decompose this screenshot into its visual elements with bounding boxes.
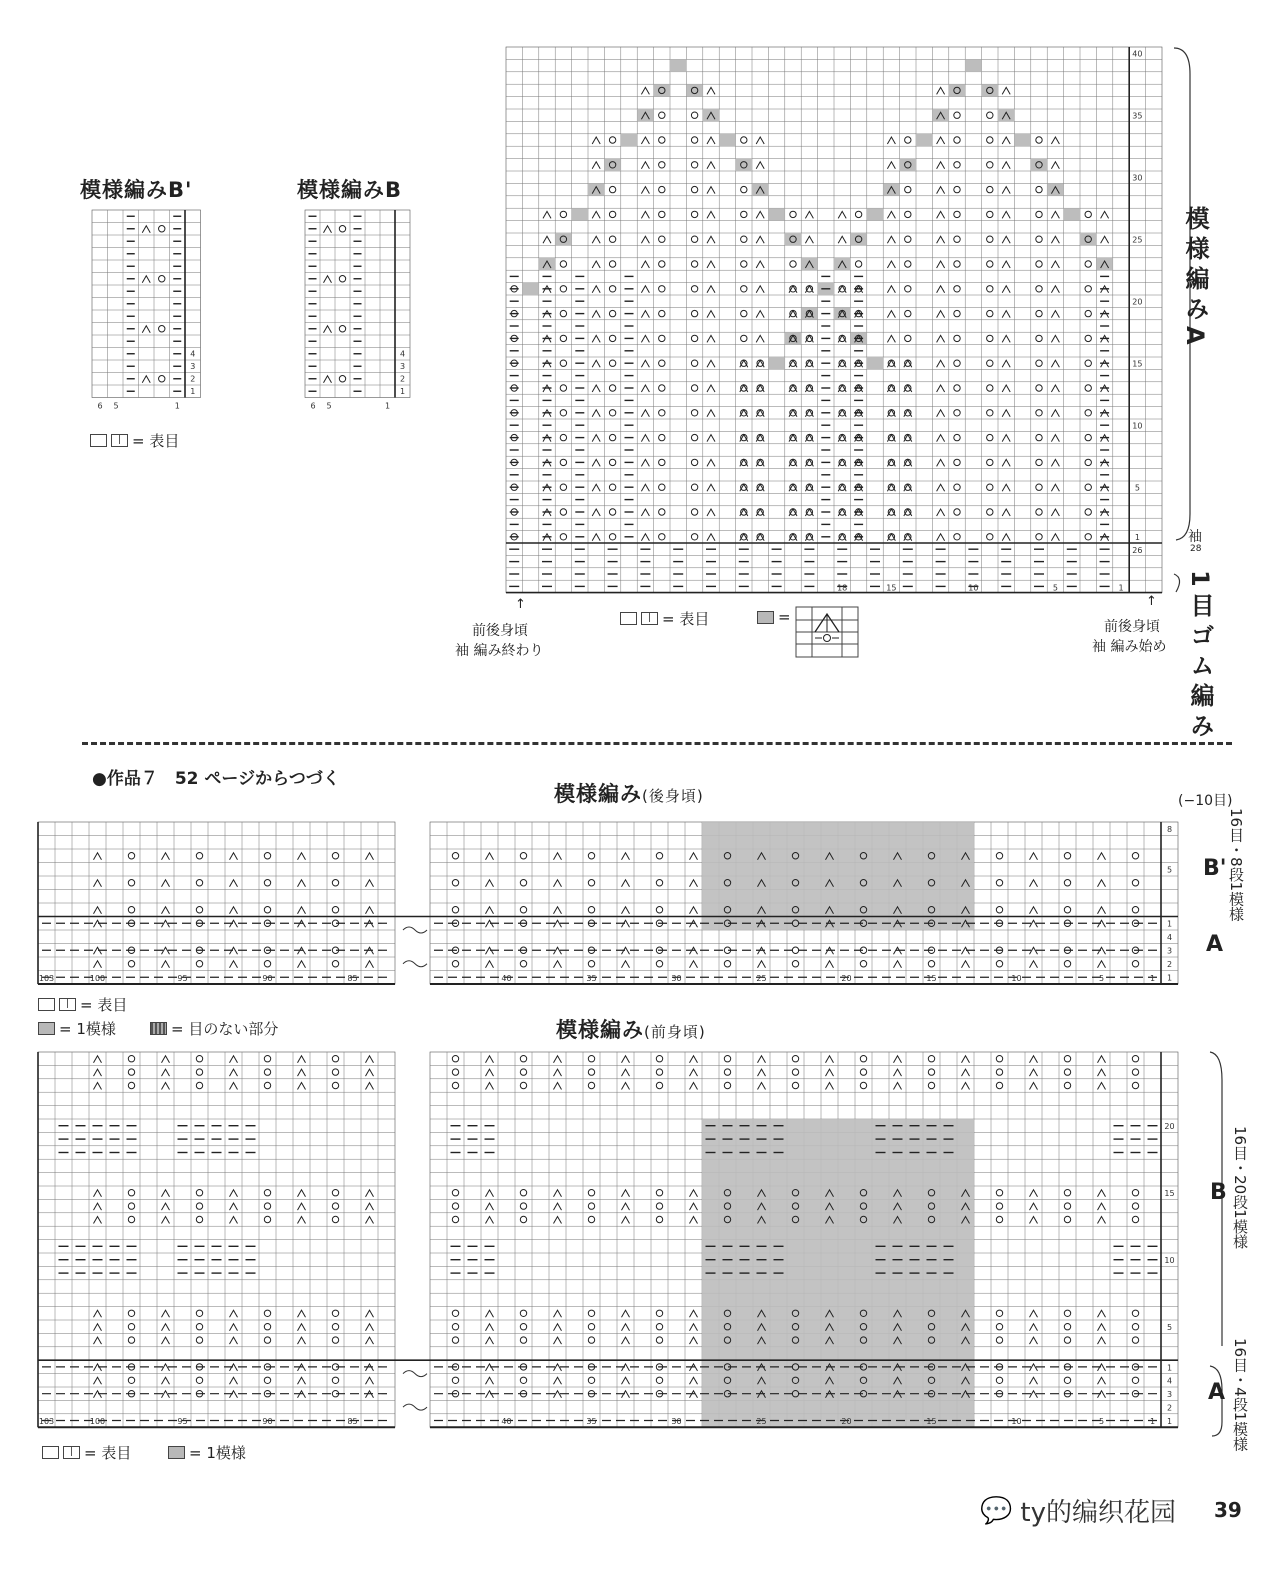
chart-label: 6 [97,401,103,411]
empty-square-icon [42,1446,59,1459]
gray-cell [1096,258,1112,270]
chart-label: 3 [399,361,406,371]
gray-cell [801,258,817,270]
back-side-a: A [1206,932,1224,957]
front-title-main: 模様編み [556,1018,644,1042]
gray-cell [637,109,653,121]
row-number: 35 [1132,111,1143,121]
dropped-stitch-symbol-icon [795,606,859,658]
gray-cell [785,332,801,344]
back-chart [36,820,1196,988]
col-number: 15 [926,1417,937,1427]
front-side-a: A [1208,1380,1226,1405]
legend-label: = [778,608,791,626]
col-number: 35 [586,974,597,983]
watermark-text: ty的编织花园 [1020,1498,1176,1528]
row-number: 15 [1132,359,1143,369]
gray-square-icon [38,1022,55,1035]
row-number: 8 [1166,825,1173,835]
pattern-a-legend-gray [757,608,791,626]
row-number: 40 [1132,49,1143,59]
col-number: 5 [1052,583,1058,593]
row-number: 30 [1132,173,1143,183]
watermark [980,1492,1176,1529]
row-number: 3 [1166,946,1173,956]
gray-cell [850,233,866,245]
pattern-b-prime-chart [88,208,214,424]
knit-stitch-icon: | [59,998,76,1011]
hatched-square-icon [150,1022,167,1035]
col-number: 85 [347,1417,358,1427]
gray-cell [686,84,702,96]
chart-label: 1 [174,401,180,411]
col-number: 5 [1098,974,1105,983]
col-number: 18 [837,583,848,593]
knit-stitch-icon: | [641,612,658,625]
col-number: 103 [38,1417,55,1427]
back-legend-dark [150,1018,278,1039]
row-number: 4 [1166,1376,1173,1386]
knit-stitch-icon: | [63,1446,80,1459]
row-number: 15 [1164,1189,1175,1199]
col-number: 30 [671,974,682,983]
row-number: 1 [1166,1363,1173,1373]
col-number: 90 [262,974,273,983]
rib-vertical-title: 1目ゴム編み [1186,570,1214,743]
row-number: 1 [1166,919,1173,929]
chart-label: 1 [399,386,406,396]
back-minus-note: (−10目) [1178,793,1233,809]
gray-cell [768,208,784,220]
knit-stitch-icon: | [111,434,128,447]
back-subtitle: (後身頃) [642,787,704,805]
note-right-1: 前後身頃 [1104,619,1160,635]
chat-bubble-icon: 💬 [980,1495,1013,1526]
row-number: 25 [1132,235,1143,245]
legend-label: = 表目 [84,1444,132,1462]
front-subtitle: (前身頃) [644,1023,706,1041]
chart-label: 5 [113,401,119,411]
gray-cell [867,357,883,369]
row-number: 1 [1166,973,1173,983]
gray-cell [539,258,555,270]
gray-cell [703,109,719,121]
arrow-up-icon: ↑ [1146,594,1157,609]
gray-cell [654,84,670,96]
front-chart [36,1050,1196,1436]
pattern-a-legend [620,608,709,629]
gray-cell [1047,183,1063,195]
col-number: 40 [501,1417,512,1427]
gray-square-icon [757,611,774,624]
gray-cell [736,159,752,171]
back-legend-gray [38,1018,116,1039]
gray-cell [834,307,850,319]
back-side-b-prime-note: 16目・8段1模様 [1227,808,1245,922]
gray-cell [670,59,686,71]
col-number: 10 [968,583,979,593]
gray-cell [604,159,620,171]
legend-label: = 1模様 [189,1444,246,1462]
gray-cell [834,258,850,270]
front-side-b: B [1210,1180,1227,1205]
gray-cell [998,109,1014,121]
gray-cell [719,134,735,146]
empty-square-icon [620,612,637,625]
col-number: 103 [38,974,55,983]
row-number: 10 [1132,421,1143,431]
gray-cell [572,208,588,220]
continuation-tilde-icon [403,961,427,967]
col-number: 40 [501,974,512,983]
gray-cell [965,59,981,71]
col-number: 95 [177,1417,188,1427]
gray-cell [768,357,784,369]
chart-label: 3 [190,361,196,371]
gray-square-icon [168,1446,185,1459]
back-legend-knit [38,994,127,1015]
arrow-up-icon: ↑ [515,597,526,612]
row-number: 2 [1166,1403,1173,1413]
col-number: 25 [756,1417,767,1427]
legend-label: = 表目 [662,610,710,628]
gray-cell [949,84,965,96]
legend-label: = 1模様 [59,1020,116,1038]
gray-cell [883,183,899,195]
col-number: 10 [1011,974,1022,983]
chart-label: 5 [326,401,332,411]
gray-cell [982,84,998,96]
col-number: 100 [89,1417,106,1427]
rib-row-label: 28 [1190,544,1202,554]
gray-cell [916,134,932,146]
back-title-main: 模様編み [554,782,642,806]
row-number: 20 [1132,297,1143,307]
empty-square-icon [90,434,107,447]
pattern-repeat-block [702,822,974,930]
gray-cell [555,233,571,245]
row-number: 2 [1166,960,1173,970]
col-number: 90 [262,1417,273,1427]
chart-label: 2 [190,374,196,384]
front-legend-gray [168,1442,246,1463]
chart-label: 4 [190,349,196,359]
chart-label: 2 [399,374,406,384]
col-number: 15 [926,974,937,983]
pattern-b-chart [303,208,425,424]
gray-cell [621,134,637,146]
note-left-2: 袖 編み終わり [455,643,544,659]
col-number: 100 [89,974,106,983]
continuation-tilde-icon [403,1404,427,1410]
pattern-b-title: 模様編みB [297,178,403,202]
front-side-b-note: 16目・20段1模様 [1231,1126,1249,1249]
legend-label: = 表目 [80,996,128,1014]
gray-cell [900,159,916,171]
section-divider [82,742,1232,745]
pattern-a-chart [505,46,1173,594]
gray-cell [785,233,801,245]
col-number: 15 [886,583,897,593]
gray-cell [1014,134,1030,146]
note-left-1: 前後身頃 [472,623,528,639]
back-title [554,778,704,808]
row-number: 5 [1166,865,1173,875]
col-number: 95 [177,974,188,983]
empty-square-icon [38,998,55,1011]
chart-label: 1 [384,401,391,411]
row-number: 20 [1164,1122,1175,1132]
continuation-tilde-icon [403,1371,427,1377]
chart-label: 4 [399,349,406,359]
gray-cell [1080,233,1096,245]
gray-cell [801,307,817,319]
section-title: ●作品７ 52 ページからつづく [92,769,340,789]
front-title [556,1014,706,1044]
gray-cell [522,283,538,295]
chart-label: 1 [190,386,196,396]
gray-cell [752,183,768,195]
continuation-tilde-icon [403,927,427,933]
row-number: 5 [1134,483,1140,493]
chart-label: 6 [310,401,316,411]
front-side-a-note: 16目・4段1模様 [1231,1338,1249,1452]
pattern-a-vertical-title: 模様編みA [1181,206,1209,351]
gray-cell [867,208,883,220]
pattern-b-prime-legend [90,430,179,451]
gray-cell [1031,159,1047,171]
col-number: 1 [1149,974,1156,983]
front-legend-knit [42,1442,131,1463]
col-number: 35 [586,1417,597,1427]
legend-label: = 目のない部分 [171,1020,279,1038]
row-number: 3 [1166,1390,1173,1400]
col-number: 1 [1118,583,1124,593]
row-number: 26 [1132,545,1143,555]
sleeve-label: 袖 [1188,529,1202,545]
pattern-b-prime-title: 模様編みB' [80,178,193,202]
row-number: 1 [1166,1416,1173,1426]
col-number: 10 [1011,1417,1022,1427]
page-number: 39 [1214,1498,1242,1522]
gray-cell [588,183,604,195]
gray-cell [1064,208,1080,220]
col-number: 85 [347,974,358,983]
col-number: 30 [671,1417,682,1427]
col-number: 5 [1098,1417,1105,1427]
legend-label: = 表目 [132,432,180,450]
gray-cell [932,109,948,121]
row-number: 4 [1166,933,1173,943]
col-number: 1 [1149,1417,1156,1427]
col-number: 20 [841,1417,852,1427]
col-number: 25 [756,974,767,983]
back-side-b-prime: B' [1203,856,1227,881]
col-number: 20 [841,974,852,983]
row-number: 10 [1164,1256,1175,1266]
row-number: 5 [1166,1323,1173,1333]
note-right-2: 袖 編み始め [1092,639,1167,655]
row-number: 1 [1134,532,1140,542]
